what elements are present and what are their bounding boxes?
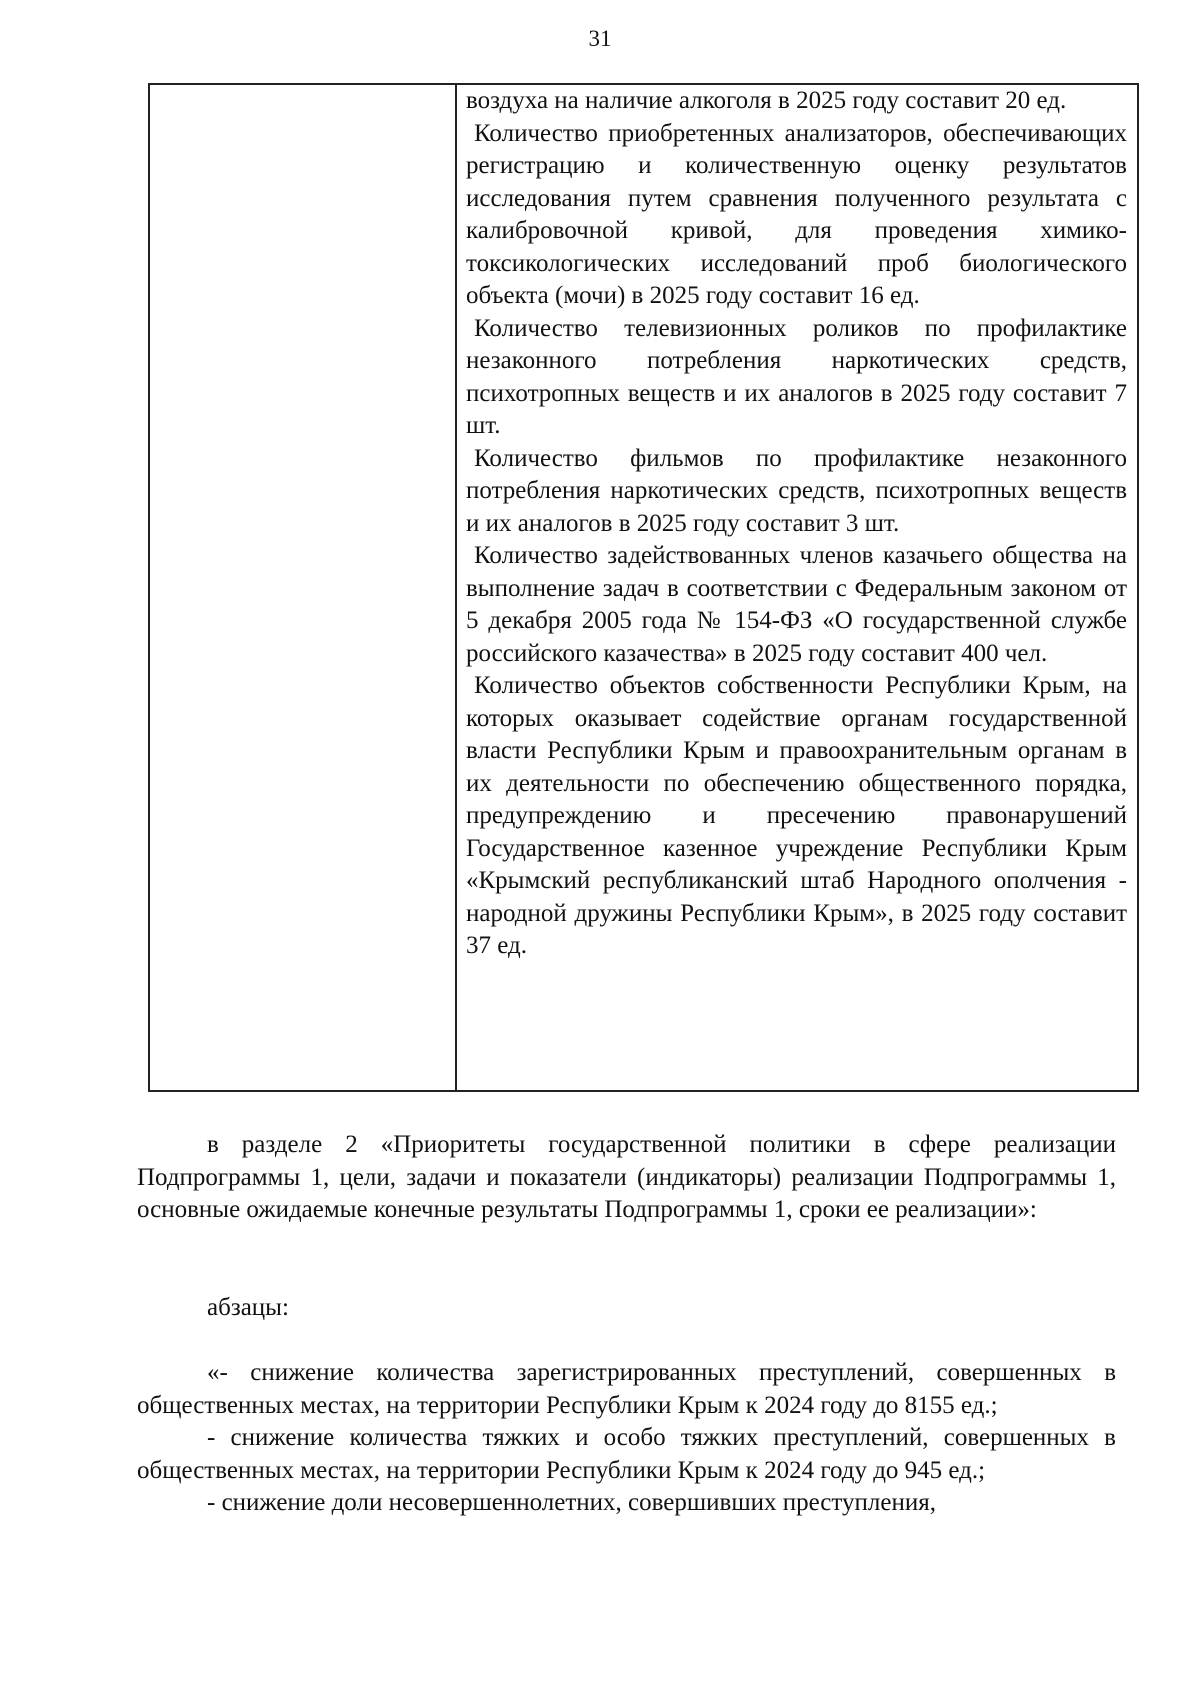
page-number: 31 bbox=[588, 26, 612, 51]
table-paragraph: воздуха на наличие алкоголя в 2025 году составит 20 ед. bbox=[466, 87, 1067, 114]
table-paragraph: Количество фильмов по профилактике незаконного потребления наркотических средств, психотропных веществ и их аналогов в 2025 году составит 3 шт. bbox=[466, 444, 1127, 537]
table-paragraph: Количество задействованных членов казачьего общества на выполнение задач в соответствии с Федеральным законом от 5 декабря 2005 года № 154-ФЗ «О государственной службе российского казачества» в 2025 году составит 400 чел. bbox=[466, 542, 1127, 667]
list-item: - снижение количества тяжких и особо тяжких преступлений, совершенных в общественных местах, на территории Республики Крым к 2024 году до 945 ед.; bbox=[137, 1424, 1116, 1484]
table-paragraph: Количество приобретенных анализаторов, обеспечивающих регистрацию и количественную оценку результатов исследования путем сравнения полученного результата с калибровочной кривой, для проведения химико-токсикологических исследований проб биологического объекта (мочи) в 2025 году составит 16 ед. bbox=[466, 119, 1127, 309]
paragraphs-label: абзацы: bbox=[207, 1294, 289, 1321]
paragraphs-label-block bbox=[137, 1292, 1116, 1325]
list-block bbox=[137, 1357, 1116, 1520]
table-right-cell bbox=[457, 85, 1137, 1090]
table-paragraph: Количество телевизионных роликов по профилактике незаконного потребления наркотических средств, психотропных веществ и их аналогов в 2025 году составит 7 шт. bbox=[466, 314, 1127, 439]
section-intro: в разделе 2 «Приоритеты государственной политики в сфере реализации Подпрограммы 1, цели, задачи и показатели (индикаторы) реализации Подпрограммы 1, основные ожидаемые конечные результаты Подпрограммы 1, сроки ее реализации»: bbox=[137, 1131, 1116, 1223]
list-item: - снижение доли несовершеннолетних, совершивших преступления, bbox=[207, 1489, 936, 1516]
table-left-cell bbox=[150, 85, 457, 1090]
table-paragraph: Количество объектов собственности Республики Крым, на которых оказывает содействие органам государственной власти Республики Крым и правоохранительным органам в их деятельности по обеспечению общественного порядка, предупреждению и пресечению правонарушений Государственное казенное учреждение Республики Крым «Крымский республиканский штаб Народного ополчения - народной дружины Республики Крым», в 2025 году составит 37 ед. bbox=[466, 672, 1127, 959]
list-item: «- снижение количества зарегистрированных преступлений, совершенных в общественных местах, на территории Республики Крым к 2024 году до 8155 ед.; bbox=[137, 1359, 1116, 1419]
indicators-table bbox=[148, 83, 1139, 1092]
section-intro-block bbox=[137, 1129, 1116, 1227]
